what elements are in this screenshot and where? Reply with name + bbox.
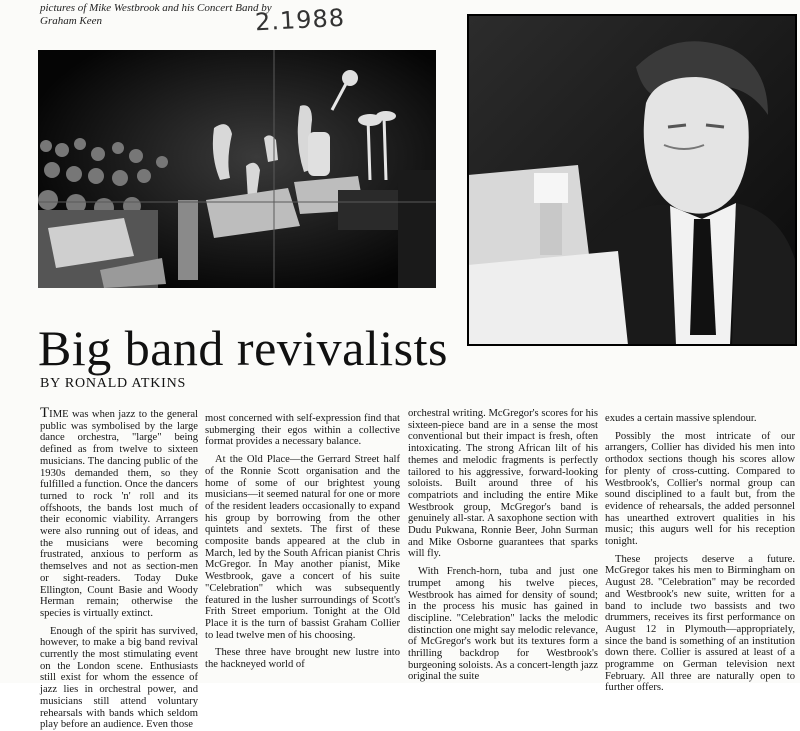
concert-band-photo [38,50,436,288]
paragraph: TIME was when jazz to the general public was symbolised by the large dance orchestra, "large" being defined as from twelve to sixteen musicians. The dancing public of the 1930s demanded them, so they fulfilled a function. Once the dancers turned to rock 'n' roll and its offshoots, the bands lost much of their economic viability. Arrangers were also running out of ideas, and the musicians were becoming frustrated, anxious to perform as themselves and not as section-men or sight-readers. Today Duke Ellington, Count Basie and Woody Herman remain; otherwise the species is virtually extinct. [40,405,198,619]
paragraph: These three have brought new lustre into the hackneyed world of [205,647,400,671]
paragraph: These projects deserve a future. McGregor takes his men to Birmingham on August 28. "Celebration" may be recorded and Westbrook's new suite, written for a band to include two bassists and two drummers, receives its first performance on August 12 in Plymouth—appropriately, since the band is something of an institution down there. Collier is assured at least of a programme on German television next February. All three are naturally open to further offers. [605,553,795,694]
paragraph: exudes a certain massive splendour. [605,413,757,424]
photo-caption: pictures of Mike Westbrook and his Concert Band by Graham Keen [40,2,272,27]
paragraph: At the Old Place—the Gerrard Street half of the Ronnie Scott organisation and the home of some of our brightest young musicians—it seemed natural for one or more of the resident leaders occasionally to expand his group by borrowing from the other quintets and sextets. The first of these composite bands appeared at the club in March, led by the South African pianist Chris McGregor. In May another pianist, Mike Westbrook, gave a concert of his suite "Celebration" which was subsequently featured in the lusher surroundings of Scott's Frith Street emporium. Tonight at the Old Place it is the turn of bassist Graham Collier to lead twelve men of his choosing. [205,454,400,641]
article-column-1 [40,405,198,731]
handwritten-date: 2.1988 [254,3,346,37]
article-column-3 [408,408,598,683]
article-byline: BY RONALD ATKINS [40,376,187,391]
paragraph: Enough of the spirit has survived, however, to make a big band revival currently the most stimulating event on the London scene. Enthusiasts still exist for whom the essence of jazz lies in orchestral power, and musicians still attend voluntary rehearsals with bands which seldom play before an audience. Even those [40,625,198,731]
article-column-4 [605,413,795,694]
mike-westbrook-portrait-photo [468,15,796,345]
article-column-2 [205,413,400,671]
paragraph: With French-horn, tuba and just one trumpet among his twelve pieces, Westbrook has aimed for density of sound; in the process his music has gained in discipline. "Celebration" lacks the melodic distinction one might say melodic relevance, of McGregor's work but its textures form a thrilling backdrop for Westbrook's burgeoning soloists. As a concert-length jazz original the suite [408,566,598,683]
article-headline: Big band revivalists [38,320,448,376]
paragraph: orchestral writing. McGregor's scores for his sixteen-piece band are in a sense the most conventional but their impact is fresh, often intoxicating. The strong African lilt of his themes and melodic fragments is perfectly tailored to his aggressive, forward-looking soloists. Built around three of his compatriots and including the entire Mike Westbrook group, McGregor's band is genuinely all-star. A saxophone section with Dudu Pukwana, Ronnie Beer, John Surman and Mike Osborne guarantees that sparks will fly. [408,408,598,560]
paragraph: most concerned with self-expression find that submerging their egos within a collective format provides a necessary balance. [205,413,400,448]
paragraph: Possibly the most intricate of our arrangers, Collier has divided his men into orthodox sections though his scores allow for plenty of cross-cutting. Compared to Westbrook's, Collier's normal group can sound disciplined to a fault but, from the evidence of rehearsals, the added personnel has unearthed extrovert qualities in his music; this augurs well for his reception tonight. [605,430,795,548]
